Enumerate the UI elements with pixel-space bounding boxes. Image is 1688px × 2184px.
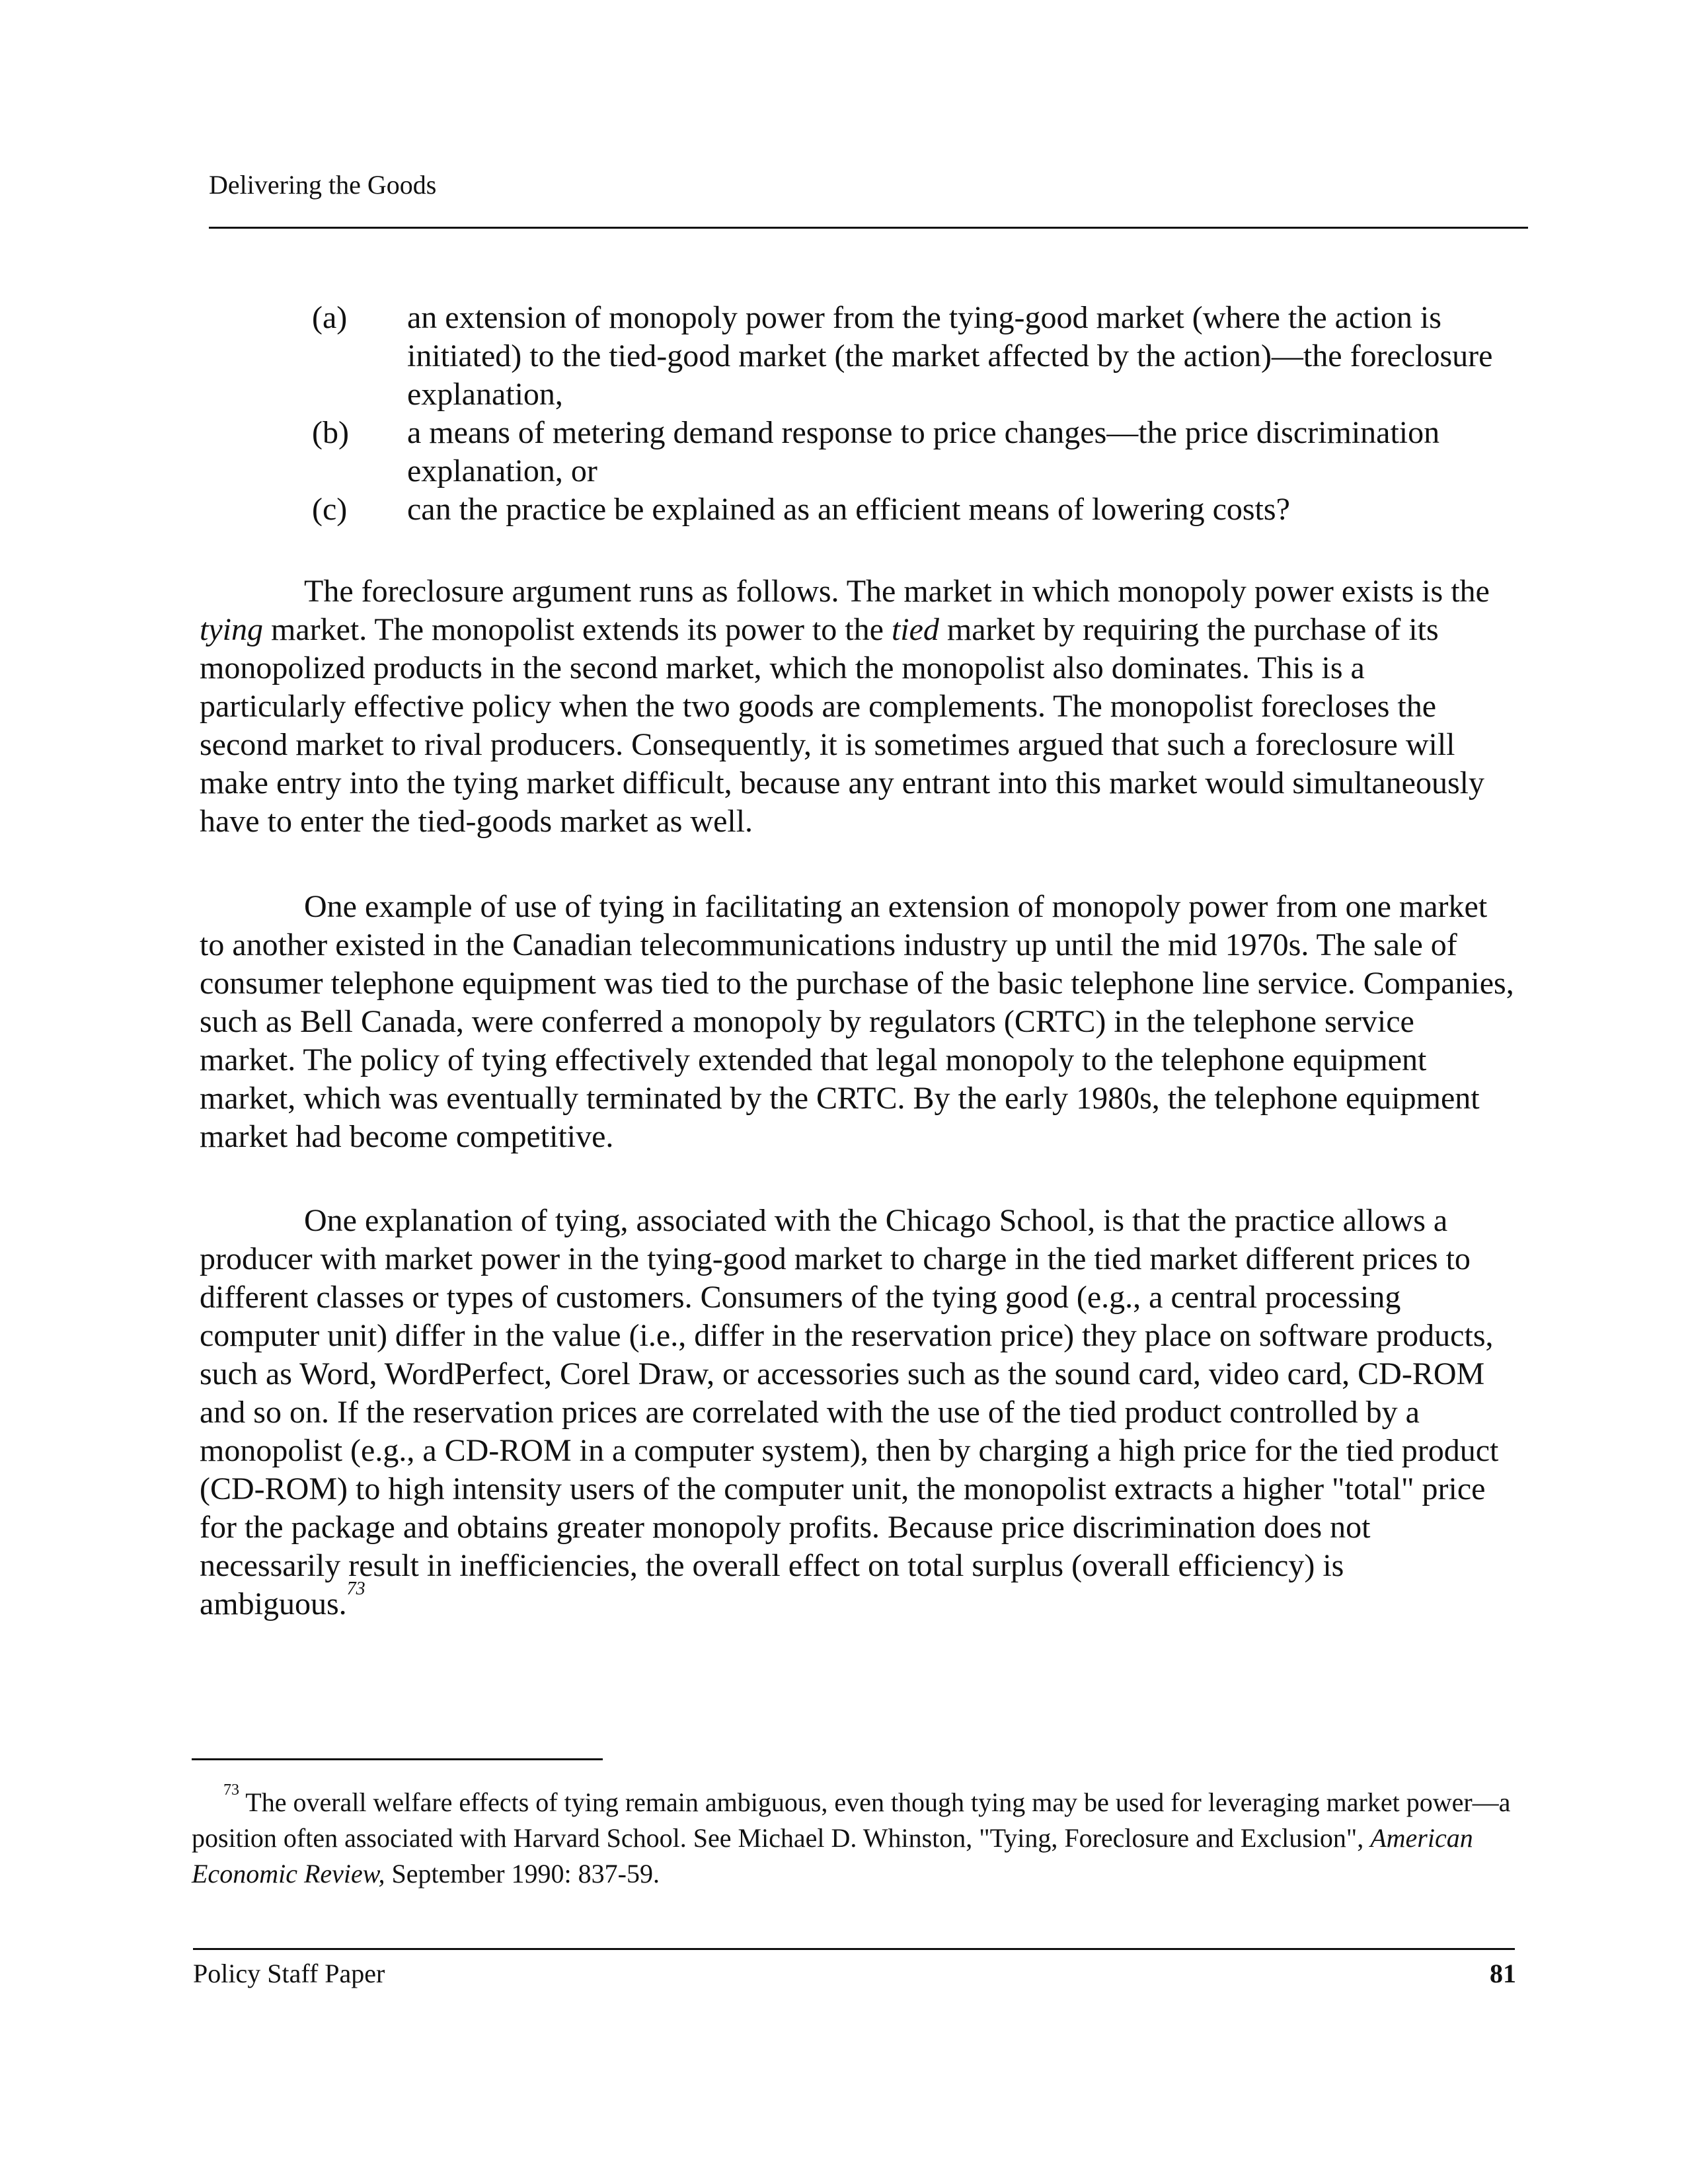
running-header: Delivering the Goods xyxy=(209,170,437,200)
list-marker: (b) xyxy=(312,415,349,450)
list-item xyxy=(209,299,1515,414)
list-item xyxy=(209,414,1515,490)
journal-title: American Economic Review, xyxy=(192,1823,1473,1889)
footnote-text: September 1990: 837-59. xyxy=(385,1859,660,1889)
list-marker: (c) xyxy=(312,492,348,527)
header-rule xyxy=(209,227,1528,229)
list-item xyxy=(209,490,1515,529)
paragraph-text: market by requiring the purchase of its monopolized products in the second market, which the monopolist also dominates. This is a particularly effective policy when the two goods are complements. The monopolist forecloses the second market to rival producers. Consequently, it is sometimes argued that such a foreclosure will make entry into the tying market difficult, because any entrant into this market would simultaneously have to enter the tied-goods market as well. xyxy=(200,612,1484,839)
footnote xyxy=(192,1781,1514,1892)
paragraph-foreclosure xyxy=(200,572,1515,841)
list-marker: (a) xyxy=(312,300,348,335)
paragraph-text: One explanation of tying, associated with the Chicago School, is that the practice allows a producer with market power in the tying-good market to charge in the tied market different prices to different classes or types of customers. Consumers of the tying good (e.g., a central processing computer unit) differ in the value (i.e., differ in the reservation price) they place on software products, such as Word, WordPerfect, Corel Draw, or accessories such as the sound card, video card, CD-ROM and so on. If the reservation prices are correlated with the use of the tied product controlled by a monopolist (e.g., a CD-ROM in a computer system), then by charging a high price for the tied product (CD-ROM) to high intensity users of the computer unit, the monopolist extracts a higher "total" price for the package and obtains greater monopoly profits. Because price discrimination does not necessarily result in inefficiencies, the overall effect on total surplus (overall efficiency) is ambiguous. xyxy=(200,1203,1499,1621)
paragraph-chicago-school xyxy=(200,1202,1515,1623)
footer-series-title: Policy Staff Paper xyxy=(193,1959,385,1988)
footnote-text: The overall welfare effects of tying remain ambiguous, even though tying may be used for leveraging market power—a position often associated with Harvard School. See Michael D. Whinston, "Tying, Foreclosure and Exclusion", xyxy=(192,1787,1511,1853)
list-item-text: an extension of monopoly power from the tying-good market (where the action is initiated) to the tied-good market (the market affected by the action)—the foreclosure explanation, xyxy=(407,300,1493,412)
paragraph-text: market. The monopolist extends its power to the xyxy=(262,612,892,647)
emphasis-tying: tying xyxy=(200,612,263,647)
list-item-text: a means of metering demand response to price changes—the price discrimination explanation, or xyxy=(407,415,1440,488)
paragraph-telecom-example: One example of use of tying in facilitating an extension of monopoly power from one market to another existed in the Canadian telecommunications industry up until the mid 1970s. The sale of consumer telephone equipment was tied to the purchase of the basic telephone line service. Companies, such as Bell Canada, were conferred a monopoly by regulators (CRTC) in the telephone service market. The policy of tying effectively extended that legal monopoly to the telephone equipment market, which was eventually terminated by the CRTC. By the early 1980s, the telephone equipment market had become competitive. xyxy=(200,889,1514,1154)
list-item-text: can the practice be explained as an efficient means of lowering costs? xyxy=(407,492,1290,527)
footnote-separator xyxy=(192,1758,603,1760)
question-list xyxy=(209,299,1515,529)
paragraph-text: The foreclosure argument runs as follows. The market in which monopoly power exists is the xyxy=(304,574,1490,609)
footer-rule xyxy=(193,1948,1515,1950)
footnote-number: 73 xyxy=(223,1781,239,1799)
footnote-reference: 73 xyxy=(346,1579,365,1599)
emphasis-tied: tied xyxy=(891,612,939,647)
page-number: 81 xyxy=(1490,1959,1516,1988)
